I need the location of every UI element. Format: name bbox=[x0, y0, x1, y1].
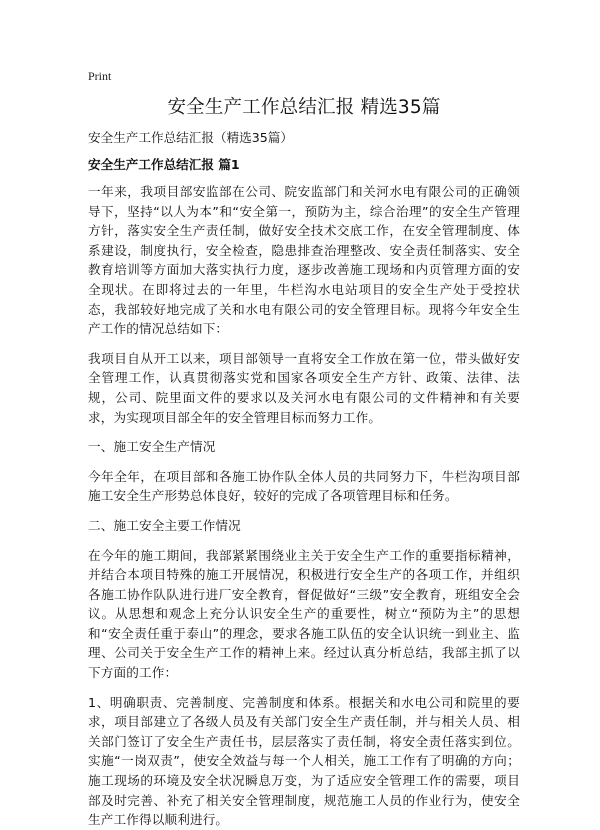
paragraph-main-work: 在今年的施工期间，我部紧紧围绕业主关于安全生产工作的重要指标精神，并结合本项目特殊的施工开展情况，积极进行安全生产的各项工作，并组织各施工协作队队进行进厂安全教育，督促做好“三级”安全教育，班组安全会议。从思想和观念上充分认识安全生产的重要性，树立“预防为主”的思想和“安全责任重于泰山”的理念，要求各施工队伍的安全认识统一到业主、监理、公司关于安全生产工作的精神上来。经过认真分析总结，我部主抓了以下方面的工作： bbox=[88, 547, 520, 681]
paragraph-responsibilities: 1、明确职责、完善制度、完善制度和体系。根据关和水电公司和院里的要求，项目部建立了各级人员及有关部门安全生产责任制，并与相关人员、相关部门签订了安全生产责任书，层层落实了责任制，将安全责任落实到位。实施“一岗双责”，使安全效益与每一个人相关，施工工作有了明确的方向；施工现场的环境及安全状况瞬息万变，为了适应安全管理工作的需要，项目部及时完善、补充了相关安全管理制度，规范施工人员的作业行为，使安全生产工作得以顺利进行。 bbox=[88, 694, 520, 828]
paragraph-leadership: 我项目自从开工以来，项目部领导一直将安全工作放在第一位，带头做好安全管理工作，认真贯彻落实党和国家各项安全生产方针、政策、法律、法规，公司、院里面文件的要求以及关河水电有限公司的文件精神和有关要求，为实现项目部全年的安全管理目标而努力工作。 bbox=[88, 350, 520, 425]
paragraph-intro: 一年来，我项目部安监部在公司、院安监部门和关河水电有限公司的正确领导下，坚持“以人为本”和“安全第一，预防为主，综合治理”的安全生产管理方针，落实安全生产责任制，做好安全技术交底工作，在安全管理制度、体系建设，制度执行，安全检查，隐患排查治理整改、安全责任制落实、安全教育培训等方面加大落实执行力度，逐步改善施工现场和内页管理方面的安全现状。在即将过去的一年里，牛栏沟水电站项目的安全生产处于受控状态，我部较好地完成了关和水电有限公司的安全管理目标。现将今年安全生产工作的情况总结如下： bbox=[88, 184, 520, 337]
print-label[interactable]: Print bbox=[88, 69, 112, 83]
document-title: 安全生产工作总结汇报 精选35篇 bbox=[167, 97, 441, 118]
document-subtitle: 安全生产工作总结汇报（精选35篇） bbox=[88, 130, 293, 145]
subheading-main-work: 二、施工安全主要工作情况 bbox=[88, 517, 241, 533]
document-page bbox=[88, 68, 520, 830]
subheading-safety-status: 一、施工安全生产情况 bbox=[88, 439, 216, 455]
paragraph-safety-status: 今年全年，在项目部和各施工协作队全体人员的共同努力下，牛栏沟项目部施工安全生产形势总体良好，较好的完成了各项管理目标和任务。 bbox=[88, 468, 520, 504]
section-heading: 安全生产工作总结汇报 篇1 bbox=[88, 157, 240, 172]
